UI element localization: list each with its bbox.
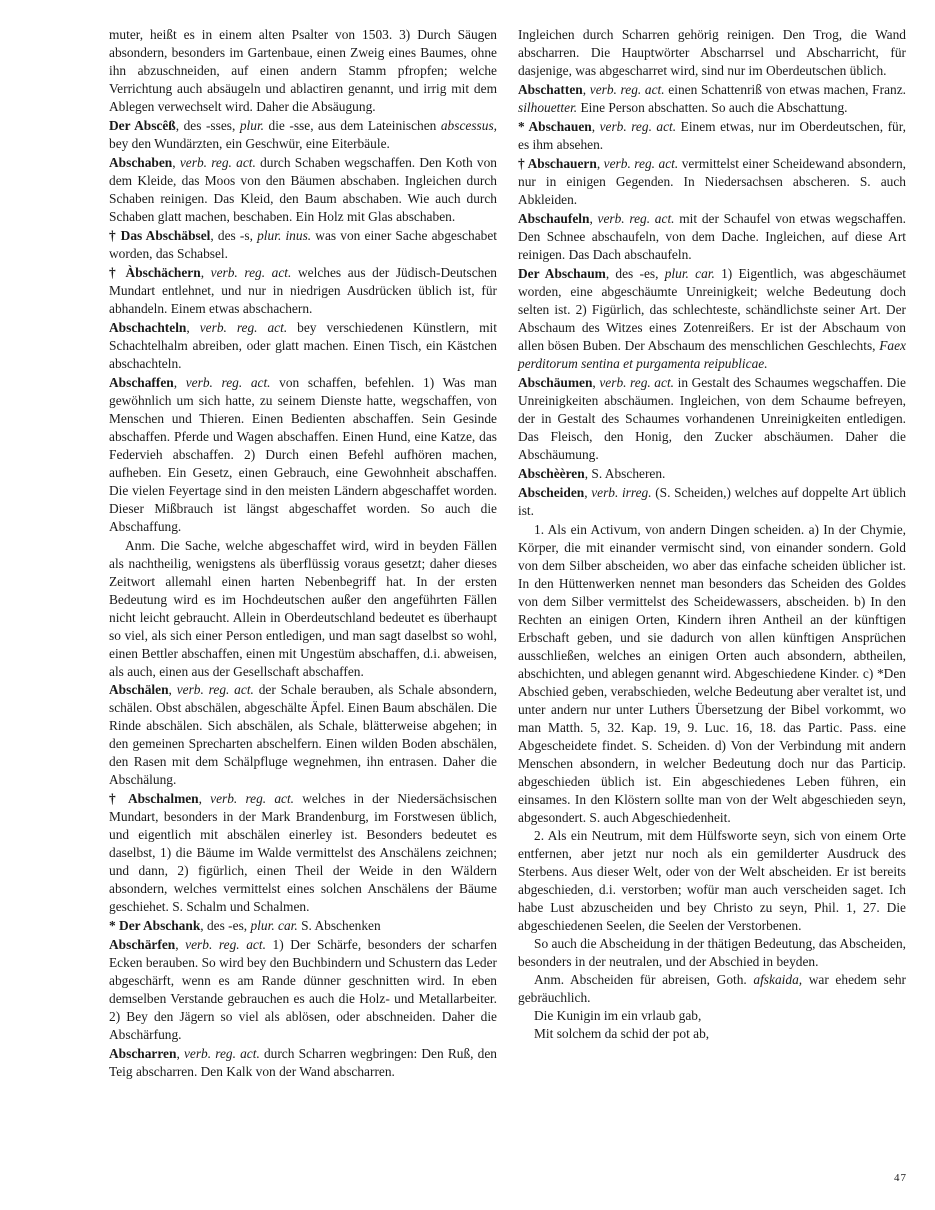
definition-text: die -sse, aus dem Lateinischen xyxy=(264,118,441,133)
dictionary-entry xyxy=(518,484,906,520)
headword: Abschatten xyxy=(518,82,583,97)
dictionary-entry xyxy=(109,374,497,536)
foreign-term: Faex perditorum sentina et purgamenta reipublicae. xyxy=(518,338,906,371)
definition-text: der Schale berauben, als Schale absondern, schälen. Obst abschälen, abgeschälte Äpfel. Einen Baum abschälen. Die Rinde abschälen. Sich abschälen, als Schale, blätterweise abgehen; in den gemeinen Sprecharten abschelfern. Einen wilden Boden abschälen, den Rasen mit dem Schälpfluge wegnehmen, ihn entrasen. Daher die Abschälung. xyxy=(109,682,497,787)
entry-text: , xyxy=(596,156,604,171)
dictionary-entry xyxy=(109,117,497,153)
headword: Abschaffen xyxy=(109,375,174,390)
right-column xyxy=(518,26,906,1043)
left-column xyxy=(109,26,497,1082)
headword: Der Abscêß xyxy=(109,118,176,133)
dictionary-entry xyxy=(518,210,906,264)
dictionary-entry xyxy=(109,154,497,226)
headword: * Abschauen xyxy=(518,119,592,134)
dictionary-entry xyxy=(109,936,497,1044)
entry-text: , xyxy=(168,682,177,697)
annotation-paragraph: So auch die Abscheidung in der thätigen Bedeutung, das Abscheiden, besonders in der neutralen, und der Abschied in beyden. xyxy=(518,936,906,969)
headword: † Abschauern xyxy=(518,156,597,171)
definition-text: Einem etwas, nur im Oberdeutschen, für, es ihm absehen. xyxy=(518,119,907,152)
headword: Abschärfen xyxy=(109,937,176,952)
grammar-label: plur. xyxy=(239,118,265,133)
entry-text: , xyxy=(200,265,211,280)
grammar-label: verb. reg. act. xyxy=(210,791,295,806)
annotation-paragraph: 2. Als ein Neutrum, mit dem Hülfsworte seyn, sich von einem Orte entfernen, aber jetzt nur noch als ein gemilderter Ausdruck des Sterbens. Aus dieser Welt, oder von der Welt abscheiden. Er ist bereits abgeschieden, d.i. verstorben; wofür man auch verscheiden saget. Ich habe Lust abzuscheiden und bey Christo zu seyn, Phil. 1, 27. Die abgeschiedenen Seelen, die Seelen der Verstorbenen. xyxy=(518,828,906,933)
grammar-label: verb. reg. act. xyxy=(599,375,675,390)
grammar-label: verb. reg. act. xyxy=(589,82,665,97)
dictionary-entry xyxy=(109,790,497,916)
dictionary-entry xyxy=(518,155,906,209)
definition-text: mit der Schaufel von etwas wegschaffen. Den Schnee abschaufeln, von dem Dache. Ingleichen, auf diese Art reinigen. Das Dach abschaufeln. xyxy=(518,211,906,262)
definition-text: was von einer Sache abgeschabet worden, das Schabsel. xyxy=(109,228,497,261)
definition-text: durch Scharren wegbringen: Den Ruß, den Teig abscharren. Den Kalk von der Wand abscharren. xyxy=(109,1046,497,1079)
grammar-label: verb. reg. act. xyxy=(603,156,679,171)
dictionary-entry xyxy=(109,264,497,318)
entry-text: , xyxy=(198,791,211,806)
grammar-label: plur. car. xyxy=(250,918,298,933)
headword: † Abschalmen xyxy=(109,791,199,806)
verse-line: Die Kunigin im ein vrlaub gab, xyxy=(534,1008,702,1023)
dictionary-entry xyxy=(109,681,497,789)
entry-continuation: muter, heißt es in einem alten Psalter von 1503. 3) Durch Säugen absondern, besonders im Gartenbaue, einen Zweig eines Baumes, ohne ihn abzuschneiden, auf einen andern Stamm pfropfen; welche Verrichtung auch absäugeln und ablactiren genannt, und irrig mit dem Ablegen verwechselt wird. Daher die Absäugung. xyxy=(109,27,497,114)
entry-text: , des -es, xyxy=(605,266,665,281)
grammar-label: plur. car. xyxy=(664,266,715,281)
grammar-label: verb. reg. act. xyxy=(210,265,292,280)
definition-text: 1) Eigentlich, was abgeschäumet worden, eine abgeschäumte Unreinigkeit; welche Bedeutung doch selten ist. 2) Figürlich, das schlechteste, schändlichste seiner Art. Der Abschaum des Witzes eines Zotenreißers. Er ist der Abschaum von allen bösen Buben. Der Abschaum des menschlichen Geschlechts, xyxy=(518,266,906,353)
grammar-label: verb. reg. act. xyxy=(597,211,675,226)
dictionary-entry xyxy=(518,374,906,464)
definition-text: (S. Scheiden,) welches auf doppelte Art üblich ist. xyxy=(518,485,906,518)
headword: † Àbschächern xyxy=(109,265,201,280)
dictionary-entry xyxy=(109,227,497,263)
dictionary-entry xyxy=(518,118,906,154)
dictionary-entry xyxy=(518,265,906,373)
gothic-word: afskaida, xyxy=(753,972,803,987)
entry-text: , xyxy=(173,375,186,390)
headword: * Der Abschank xyxy=(109,918,201,933)
grammar-label: verb. reg. act. xyxy=(185,375,271,390)
grammar-label: verb. reg. act. xyxy=(176,682,254,697)
headword: Abscharren xyxy=(109,1046,177,1061)
definition-text: welches in der Niedersächsischen Mundart, besonders in der Mark Brandenburg, im Forstwesen üblich, und eigentlich mit abschälen einerley ist. Besonders bedeutet es daselbst, 1) die Bäume im Walde vermittelst des Anschälens zeichnen; und dann, 2) figürlich, einen Theil der Weide in den Wäldern absondern, welches vermittelst eines solchen Anschälens der Bäume geschiehet. S. Schalm und Schalmen. xyxy=(109,791,497,914)
headword: Abschäumen xyxy=(518,375,593,390)
annotation-text: war ehedem sehr gebräuchlich. xyxy=(518,972,906,1005)
grammar-label: verb. reg. act. xyxy=(199,320,288,335)
definition-text: bey den Wundärzten, ein Geschwür, eine Eiterbäule. xyxy=(109,136,390,151)
dictionary-entry xyxy=(109,319,497,373)
grammar-label: verb. irreg. xyxy=(591,485,652,500)
definition-text: einen Schattenriß von etwas machen, Franz. xyxy=(664,82,906,97)
entry-text: , xyxy=(592,375,600,390)
entry-text: , xyxy=(591,119,600,134)
entry-text: , xyxy=(584,485,592,500)
entry-text: , xyxy=(589,211,598,226)
definition-text: Eine Person abschatten. So auch die Abschattung. xyxy=(577,100,848,115)
definition-text: in Gestalt des Schaumes wegschaffen. Die Unreinigkeiten abschäumen. Ingleichen, von dem Schaume befreyen, der in Gestalt des Schaumes vorhandenen Unreinigkeiten entledigen. Das Fleisch, den Honig, den Zucker abschäumen. Daher die Abschäumung. xyxy=(518,375,906,462)
entry-text: , xyxy=(582,82,590,97)
annotation-paragraph: Anm. Die Sache, welche abgeschaffet wird, wird in beyden Fällen als nachtheilig, wenigstens als überflüssig voraus gesetzt; daher dieses Zeitwort allemahl einen harten Nebenbegriff hat. In der ersten Bedeutung wird es im Hochdeutschen außer den angeführten Fällen nicht leicht gebraucht. Allein in Oberdeutschland bedeutet es überhaupt so viel, als sich einer Person entledigen, und man sagt daselbst so wohl, einen Bettler abschaffen, einen mit Ungestüm abschaffen, d.i. abweisen, als auch, einen aus der Gesellschaft abschaffen. xyxy=(109,538,497,679)
grammar-label: plur. inus. xyxy=(257,228,312,243)
foreign-term: silhouetter. xyxy=(518,100,578,115)
entry-text: , xyxy=(175,937,186,952)
foreign-term: abscessus, xyxy=(440,118,498,133)
definition-text: S. Abschenken xyxy=(297,918,381,933)
grammar-label: verb. reg. act. xyxy=(185,937,266,952)
entry-text: , xyxy=(172,155,180,170)
dictionary-entry xyxy=(109,917,497,935)
headword: Abscheiden xyxy=(518,485,585,500)
headword: Der Abschaum xyxy=(518,266,606,281)
entry-text: , S. Abscheren. xyxy=(584,466,666,481)
entry-text: , des -sses, xyxy=(175,118,240,133)
definition-text: durch Schaben wegschaffen. Den Koth von dem Kleide, das Moos von den Bäumen abschaben. Ingleichen durch Schaben reinigen. Das Kleid, den Baum abschaben. Wie auch durch Schaben glatt machen, beschaben. Ein Holz mit Glas abschaben. xyxy=(109,155,497,224)
page-number: 47 xyxy=(894,1172,907,1184)
grammar-label: verb. reg. act. xyxy=(599,119,677,134)
grammar-label: verb. reg. act. xyxy=(179,155,256,170)
headword: Abschälen xyxy=(109,682,169,697)
annotation-paragraph xyxy=(518,971,906,1007)
verse-line: Mit solchem da schid der pot ab, xyxy=(534,1026,710,1041)
entry-text: , xyxy=(186,320,200,335)
headword: Abschachteln xyxy=(109,320,187,335)
definition-text: welches aus der Jüdisch-Deutschen Mundart entlehnet, und nur in niedrigen Ausdrücken üblich ist, für abhandeln. Einem etwas abschachern. xyxy=(109,265,497,316)
headword: Abschèèren xyxy=(518,466,585,481)
definition-text: 1) Der Schärfe, besonders der scharfen Ecken berauben. So wird bey den Buchbindern und Schustern das Leder abgeschärft, wenn es am Rande dünner geschnitten wird. In eben demselben Verstande gebrauchen es auch die Holz- und Metallarbeiter. 2) Bey den Jägern so viel als ablösen, oder abschneiden. Daher die Abschärfung. xyxy=(109,937,497,1042)
grammar-label: verb. reg. act. xyxy=(183,1046,260,1061)
entry-continuation: Ingleichen durch Scharren gehörig reinigen. Den Trog, die Wand abscharren. Die Hauptwörter Abscharrsel und Abscharricht, für dasjenige, was abgescharret wird, sind nur im Oberdeutschen üblich. xyxy=(518,27,906,78)
entry-text: , des -es, xyxy=(200,918,251,933)
annotation-paragraph: 1. Als ein Activum, von andern Dingen scheiden. a) In der Chymie, Körper, die mit einander vermischt sind, von einander sondern. Gold von dem Silber abscheiden, wo aber das einfache scheiden üblicher ist. In den Hüttenwerken nennet man besonders das Scheiden des Goldes von dem Silber vermittelst des Scheidewassers, abscheiden. b) In den Rechten an einigen Orten, Kindern ihren Antheil an der künftigen Erbschaft geben, und sie dadurch von allen künftigen Ansprüchen ausschließen, welches an einigen Orten auch absondern, abtheilen, abschichten, und ablegen genannt wird. Abgeschiedene Kinder. c) *Den Abschied geben, verabschieden, welche Bedeutung aber veraltet ist, und unter andern nur unter Luthers Übersetzung der Bibel vorkommt, wo man Matth. 5, 32. Kap. 19, 9. Luc. 16, 18. das Partic. Pass. eine Abgescheidete findet. S. Scheiden. d) Von der Verbindung mit andern Menschen absondern, in welcher Bedeutung doch nur das Particip. abgeschieden üblich ist. Ein abgeschiedenes Leben führen, ein einsames. In den Klöstern sollte man von der Welt abgeschieden seyn, abgesondert. S. auch Abgeschiedenheit. xyxy=(518,522,906,825)
entry-text: , des -s, xyxy=(210,228,258,243)
headword: Abschaufeln xyxy=(518,211,590,226)
entry-text: , xyxy=(176,1046,184,1061)
dictionary-entry xyxy=(518,465,906,483)
dictionary-entry xyxy=(109,1045,497,1081)
definition-text: von schaffen, befehlen. 1) Was man gewöhnlich um sich hatte, zu seinem Dienste hatte, wegschaffen, von Menschen und Thieren. Einen Bedienten abschaffen. Sein Gesinde abschaffen. Pferde und Wagen abschaffen. Einen Hund, eine Katze, das Federvieh abschaffen. 2) Durch einen Befehl aufhören machen, aufheben. Ein Gesetz, einen Gebrauch, eine Gewohnheit abschaffen. Die vielen Feyertage sind in den meisten Ländern abgeschaffet worden. Dieser Mißbrauch ist längst abgeschaffet worden. So auch die Abschaffung. xyxy=(109,375,497,534)
definition-text: bey verschiedenen Künstlern, mit Schachtelhalm abreiben, oder glatt machen. Einen Tisch, ein Kästchen abschachteln. xyxy=(109,320,497,371)
definition-text: vermittelst einer Scheidewand absondern, nur in einigen Gegenden. In Niedersachsen abscheren. S. auch Abkleiden. xyxy=(518,156,907,207)
dictionary-entry xyxy=(518,81,906,117)
annotation-text: Anm. Abscheiden für abreisen, Goth. xyxy=(534,972,754,987)
headword: Abschaben xyxy=(109,155,173,170)
headword: † Das Abschäbsel xyxy=(109,228,211,243)
